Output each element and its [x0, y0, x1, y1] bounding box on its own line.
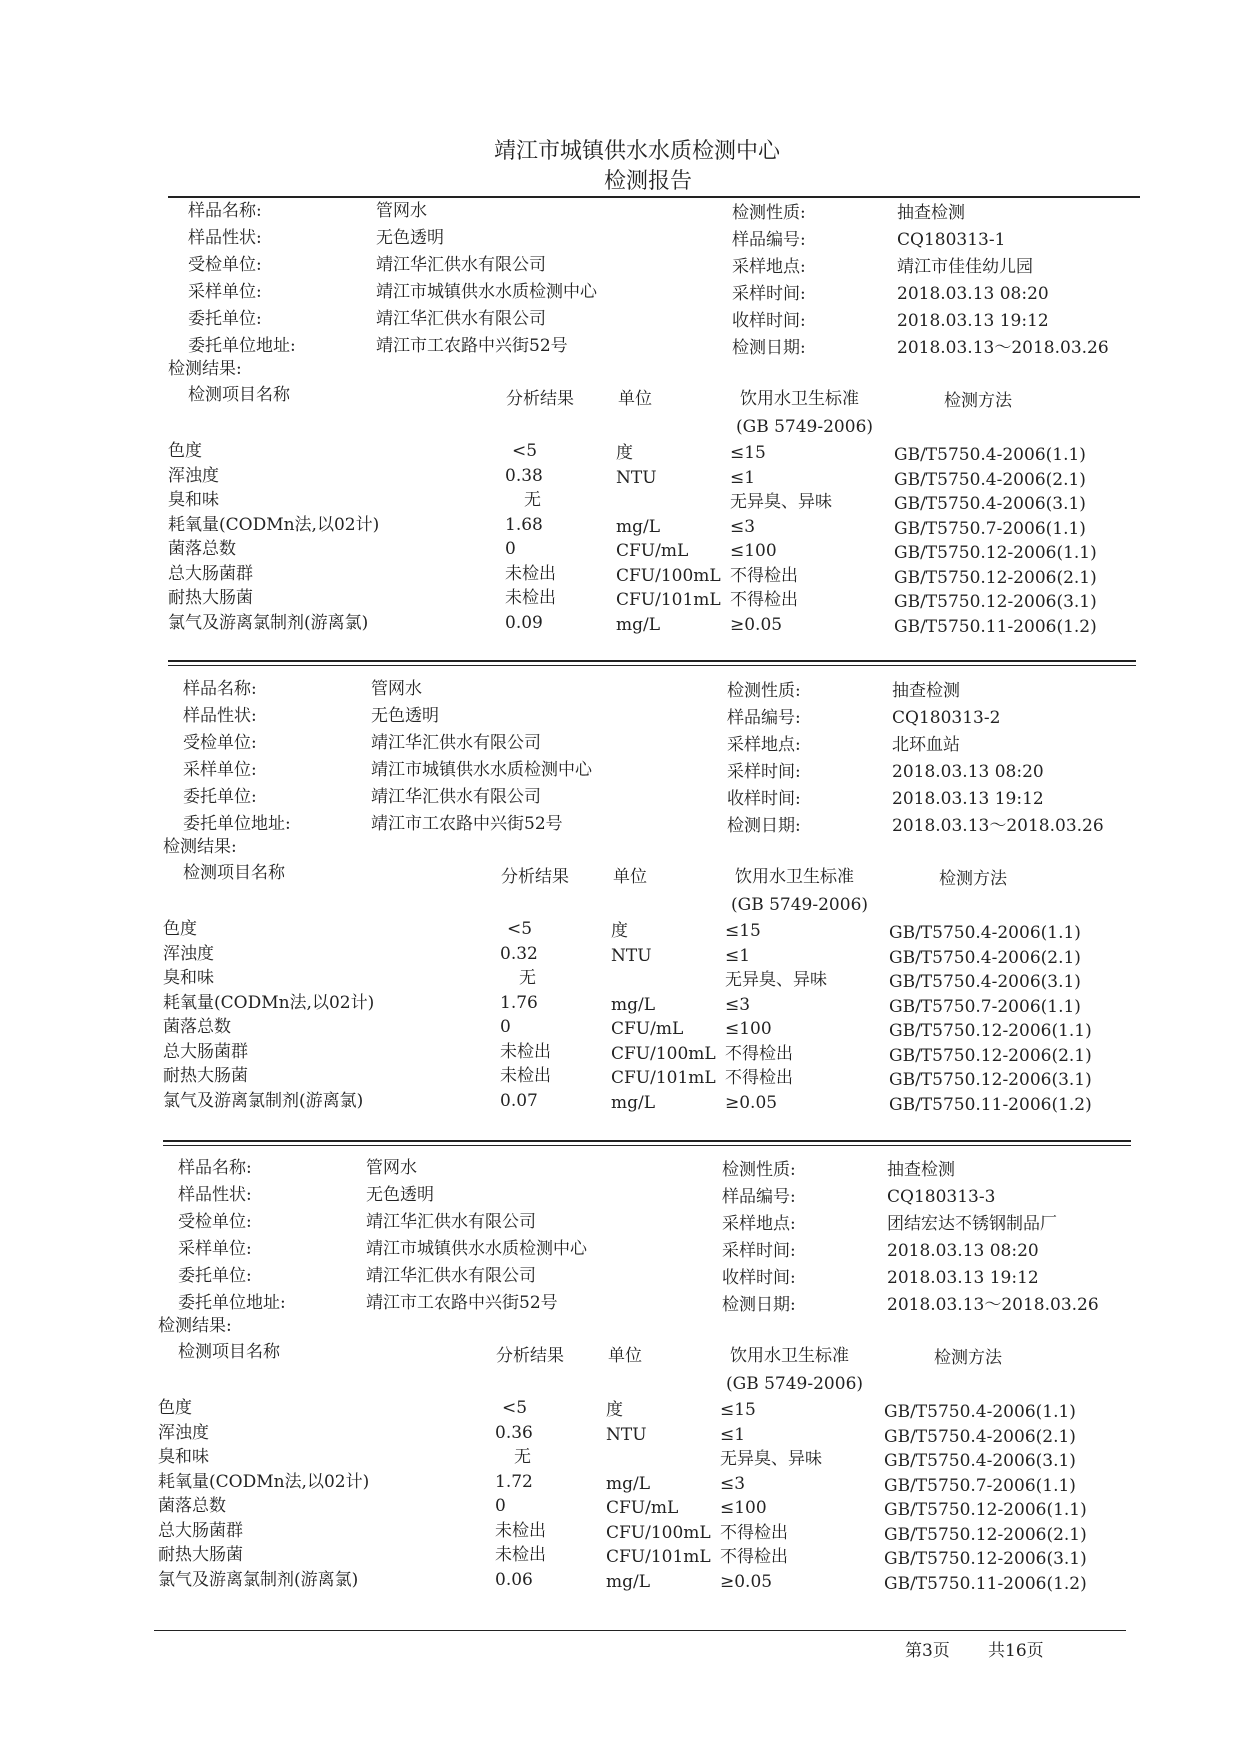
cell-unit: mg/L [606, 1571, 651, 1592]
cell-std: ≤15 [720, 1400, 756, 1420]
cell-result: 1.76 [500, 992, 538, 1013]
cell-method: GB/T5750.4-2006(2.1) [884, 1426, 1076, 1447]
page-number: 第3页 [905, 1641, 950, 1661]
cell-unit: CFU/101mL [616, 590, 721, 610]
cell-item: 耗氧量(CODMn法,以02计) [158, 1471, 370, 1492]
table-row [0, 1016, 1240, 1040]
table-row [0, 1065, 1240, 1089]
cell-std: 不得检出 [730, 590, 798, 610]
cell-result: 0.38 [505, 465, 543, 486]
cell-result: 0 [505, 539, 516, 559]
sample-name-value: 管网水 [371, 679, 422, 699]
report-title: 检测报告 [604, 169, 693, 194]
table-row [0, 943, 1240, 967]
sample-name-value: 管网水 [366, 1158, 417, 1178]
cell-method: GB/T5750.7-2006(1.1) [889, 996, 1081, 1017]
cell-method: GB/T5750.12-2006(3.1) [889, 1070, 1092, 1090]
cell-std: ≤15 [730, 443, 766, 463]
cell-std: ≤100 [725, 1019, 772, 1039]
cell-result: 1.72 [495, 1471, 533, 1492]
client-address-value: 靖江市工农路中兴街52号 [366, 1293, 558, 1313]
cell-unit: 度 [606, 1400, 623, 1420]
section-separator-rule [168, 660, 1136, 662]
sampling-time-value: 2018.03.13 08:20 [897, 284, 1049, 304]
cell-method: GB/T5750.4-2006(1.1) [889, 923, 1081, 943]
col-method-header: 检测方法 [934, 1348, 1002, 1368]
col-std-sub-header: (GB 5749-2006) [731, 895, 869, 915]
col-method-header: 检测方法 [939, 869, 1007, 889]
test-date-value: 2018.03.13～2018.03.26 [897, 338, 1109, 358]
client-address-label: 委托单位地址: [178, 1293, 286, 1313]
cell-result: <5 [507, 919, 533, 939]
col-method-header: 检测方法 [944, 391, 1012, 411]
sampling-location-value: 团结宏达不锈钢制品厂 [887, 1214, 1057, 1234]
cell-unit: mg/L [611, 994, 656, 1015]
cell-item: 耐热大肠菌 [158, 1545, 243, 1565]
table-row [0, 1446, 1240, 1470]
cell-method: GB/T5750.4-2006(3.1) [894, 494, 1086, 514]
cell-item: 浑浊度 [158, 1422, 209, 1443]
cell-item: 菌落总数 [158, 1496, 226, 1516]
cell-result: 未检出 [495, 1545, 546, 1565]
table-row [0, 1520, 1240, 1544]
client-unit-value: 靖江华汇供水有限公司 [366, 1266, 536, 1286]
cell-method: GB/T5750.4-2006(3.1) [884, 1451, 1076, 1471]
sample-state-value: 无色透明 [376, 228, 444, 248]
sample-state-label: 样品性状: [183, 706, 257, 726]
cell-method: GB/T5750.12-2006(1.1) [894, 543, 1097, 563]
receive-time-label: 收样时间: [722, 1268, 796, 1288]
table-row [0, 1397, 1240, 1421]
cell-result: 0.32 [500, 943, 538, 964]
table-row [0, 514, 1240, 538]
results-label: 检测结果: [158, 1316, 232, 1336]
cell-item: 耐热大肠菌 [163, 1066, 248, 1086]
cell-unit: CFU/mL [606, 1498, 679, 1518]
sample-state-value: 无色透明 [366, 1185, 434, 1205]
cell-item: 臭和味 [158, 1447, 209, 1467]
col-result-header: 分析结果 [496, 1346, 564, 1366]
table-row [0, 967, 1240, 991]
table-row [0, 1090, 1240, 1114]
inspected-unit-label: 受检单位: [183, 733, 257, 753]
cell-item: 耐热大肠菌 [168, 588, 253, 608]
col-result-header: 分析结果 [501, 867, 569, 887]
table-row [0, 1041, 1240, 1065]
sample-number-value: CQ180313-1 [897, 230, 1006, 250]
sampling-time-value: 2018.03.13 08:20 [892, 762, 1044, 782]
cell-item: 浑浊度 [168, 465, 219, 486]
sample-number-label: 样品编号: [732, 230, 806, 250]
org-name: 靖江市城镇供水水质检测中心 [494, 139, 781, 164]
cell-result: 未检出 [505, 588, 556, 608]
table-row [0, 465, 1240, 489]
table-row [0, 538, 1240, 562]
test-date-label: 检测日期: [722, 1295, 796, 1315]
cell-result: 0 [500, 1017, 511, 1037]
sampling-unit-label: 采样单位: [183, 760, 257, 780]
results-label: 检测结果: [163, 837, 237, 857]
test-nature-label: 检测性质: [727, 681, 801, 701]
table-row [0, 1495, 1240, 1519]
sampling-time-label: 采样时间: [722, 1241, 796, 1261]
cell-method: GB/T5750.4-2006(2.1) [894, 469, 1086, 490]
cell-unit: 度 [616, 443, 633, 463]
cell-std: 不得检出 [720, 1522, 788, 1543]
sampling-unit-label: 采样单位: [178, 1239, 252, 1259]
cell-std: ≤1 [730, 467, 756, 488]
sampling-location-label: 采样地点: [722, 1214, 796, 1234]
col-item-header: 检测项目名称 [183, 863, 285, 883]
cell-item: 菌落总数 [163, 1017, 231, 1037]
sampling-unit-label: 采样单位: [188, 282, 262, 302]
table-row [0, 587, 1240, 611]
cell-method: GB/T5750.12-2006(2.1) [894, 567, 1097, 588]
test-nature-label: 检测性质: [722, 1160, 796, 1180]
inspected-unit-label: 受检单位: [178, 1212, 252, 1232]
cell-std: 无异臭、异味 [720, 1449, 822, 1469]
sampling-time-label: 采样时间: [727, 762, 801, 782]
col-std-header: 饮用水卫生标准 [740, 389, 859, 409]
cell-result: 0.09 [505, 612, 543, 633]
sample-number-label: 样品编号: [727, 708, 801, 728]
col-std-sub-header: (GB 5749-2006) [726, 1374, 864, 1394]
cell-unit: NTU [611, 945, 652, 966]
cell-item: 菌落总数 [168, 539, 236, 559]
cell-std: 不得检出 [730, 565, 798, 586]
cell-method: GB/T5750.11-2006(1.2) [884, 1573, 1087, 1594]
receive-time-value: 2018.03.13 19:12 [887, 1268, 1039, 1288]
cell-std: ≥0.05 [720, 1571, 773, 1592]
cell-std: 不得检出 [720, 1547, 788, 1567]
cell-item: 臭和味 [163, 968, 214, 988]
cell-result: <5 [502, 1398, 528, 1418]
receive-time-value: 2018.03.13 19:12 [897, 311, 1049, 331]
cell-std: ≤3 [725, 994, 751, 1015]
cell-result: 未检出 [495, 1520, 546, 1541]
cell-std: ≤3 [730, 516, 756, 537]
cell-unit: CFU/100mL [606, 1522, 711, 1543]
cell-method: GB/T5750.12-2006(3.1) [894, 592, 1097, 612]
cell-std: ≤1 [720, 1424, 746, 1445]
table-row [0, 918, 1240, 942]
inspected-unit-value: 靖江华汇供水有限公司 [366, 1212, 536, 1232]
cell-result: 无 [524, 490, 541, 510]
sampling-location-label: 采样地点: [727, 735, 801, 755]
sample-name-label: 样品名称: [188, 201, 262, 221]
header-rule [168, 196, 1140, 198]
section-separator-rule-thin [168, 665, 1136, 666]
cell-item: 总大肠菌群 [158, 1520, 243, 1541]
sampling-location-value: 北环血站 [892, 735, 960, 755]
cell-unit: mg/L [616, 614, 661, 635]
sampling-unit-value: 靖江市城镇供水水质检测中心 [371, 760, 592, 780]
col-unit-header: 单位 [608, 1346, 642, 1366]
cell-std: ≤100 [720, 1498, 767, 1518]
page-total: 共16页 [988, 1641, 1044, 1661]
cell-item: 总大肠菌群 [163, 1041, 248, 1062]
col-unit-header: 单位 [613, 867, 647, 887]
sampling-time-value: 2018.03.13 08:20 [887, 1241, 1039, 1261]
cell-result: 0.07 [500, 1090, 538, 1111]
receive-time-label: 收样时间: [727, 789, 801, 809]
cell-item: 耗氧量(CODMn法,以02计) [168, 514, 380, 535]
cell-item: 氯气及游离氯制剂(游离氯) [163, 1090, 364, 1111]
sampling-unit-value: 靖江市城镇供水水质检测中心 [366, 1239, 587, 1259]
cell-unit: CFU/101mL [606, 1547, 711, 1567]
col-item-header: 检测项目名称 [188, 385, 290, 405]
cell-method: GB/T5750.12-2006(1.1) [889, 1021, 1092, 1041]
test-date-value: 2018.03.13～2018.03.26 [887, 1295, 1099, 1315]
cell-std: ≤1 [725, 945, 751, 966]
client-unit-label: 委托单位: [178, 1266, 252, 1286]
cell-std: 无异臭、异味 [725, 970, 827, 990]
col-item-header: 检测项目名称 [178, 1342, 280, 1362]
sample-state-value: 无色透明 [371, 706, 439, 726]
cell-unit: CFU/mL [611, 1019, 684, 1039]
results-label: 检测结果: [168, 359, 242, 379]
cell-method: GB/T5750.7-2006(1.1) [884, 1475, 1076, 1496]
cell-unit: CFU/100mL [611, 1043, 716, 1064]
cell-std: ≤3 [720, 1473, 746, 1494]
cell-std: 无异臭、异味 [730, 492, 832, 512]
cell-std: ≥0.05 [725, 1092, 778, 1113]
col-std-sub-header: (GB 5749-2006) [736, 417, 874, 437]
cell-method: GB/T5750.11-2006(1.2) [889, 1094, 1092, 1115]
client-address-value: 靖江市工农路中兴街52号 [371, 814, 563, 834]
inspected-unit-value: 靖江华汇供水有限公司 [376, 255, 546, 275]
cell-result: 1.68 [505, 514, 543, 535]
cell-item: 色度 [158, 1398, 192, 1418]
cell-result: 0.06 [495, 1569, 533, 1590]
cell-method: GB/T5750.12-2006(2.1) [884, 1524, 1087, 1545]
cell-method: GB/T5750.12-2006(2.1) [889, 1045, 1092, 1066]
cell-method: GB/T5750.12-2006(1.1) [884, 1500, 1087, 1520]
cell-result: 未检出 [505, 563, 556, 584]
cell-unit: CFU/101mL [611, 1068, 716, 1088]
table-row [0, 1544, 1240, 1568]
sample-number-value: CQ180313-2 [892, 708, 1001, 728]
sample-name-label: 样品名称: [183, 679, 257, 699]
cell-item: 氯气及游离氯制剂(游离氯) [158, 1569, 359, 1590]
sampling-location-value: 靖江市佳佳幼儿园 [897, 257, 1033, 277]
cell-std: ≥0.05 [730, 614, 783, 635]
cell-method: GB/T5750.4-2006(2.1) [889, 947, 1081, 968]
cell-result: 无 [514, 1447, 531, 1467]
cell-item: 臭和味 [168, 490, 219, 510]
client-unit-value: 靖江华汇供水有限公司 [376, 309, 546, 329]
sample-state-label: 样品性状: [178, 1185, 252, 1205]
client-address-label: 委托单位地址: [183, 814, 291, 834]
cell-method: GB/T5750.7-2006(1.1) [894, 518, 1086, 539]
cell-result: 未检出 [500, 1041, 551, 1062]
table-row [0, 1422, 1240, 1446]
table-row [0, 489, 1240, 513]
table-row [0, 1569, 1240, 1593]
cell-result: 0 [495, 1496, 506, 1516]
cell-result: 未检出 [500, 1066, 551, 1086]
cell-result: 无 [519, 968, 536, 988]
cell-unit: NTU [616, 467, 657, 488]
cell-item: 浑浊度 [163, 943, 214, 964]
sample-name-label: 样品名称: [178, 1158, 252, 1178]
client-unit-value: 靖江华汇供水有限公司 [371, 787, 541, 807]
col-unit-header: 单位 [618, 389, 652, 409]
test-nature-value: 抽查检测 [892, 681, 960, 701]
test-nature-value: 抽查检测 [897, 203, 965, 223]
test-date-label: 检测日期: [727, 816, 801, 836]
client-address-label: 委托单位地址: [188, 336, 296, 356]
cell-method: GB/T5750.4-2006(3.1) [889, 972, 1081, 992]
inspected-unit-label: 受检单位: [188, 255, 262, 275]
cell-unit: CFU/100mL [616, 565, 721, 586]
sampling-time-label: 采样时间: [732, 284, 806, 304]
cell-method: GB/T5750.11-2006(1.2) [894, 616, 1097, 637]
table-row [0, 440, 1240, 464]
inspected-unit-value: 靖江华汇供水有限公司 [371, 733, 541, 753]
cell-unit: mg/L [616, 516, 661, 537]
table-row [0, 612, 1240, 636]
test-nature-label: 检测性质: [732, 203, 806, 223]
table-row [0, 1471, 1240, 1495]
cell-item: 耗氧量(CODMn法,以02计) [163, 992, 375, 1013]
client-address-value: 靖江市工农路中兴街52号 [376, 336, 568, 356]
sampling-location-label: 采样地点: [732, 257, 806, 277]
cell-unit: mg/L [606, 1473, 651, 1494]
cell-std: ≤15 [725, 921, 761, 941]
sampling-unit-value: 靖江市城镇供水水质检测中心 [376, 282, 597, 302]
cell-method: GB/T5750.12-2006(3.1) [884, 1549, 1087, 1569]
col-result-header: 分析结果 [506, 389, 574, 409]
table-row [0, 563, 1240, 587]
client-unit-label: 委托单位: [188, 309, 262, 329]
cell-item: 氯气及游离氯制剂(游离氯) [168, 612, 369, 633]
table-row [0, 992, 1240, 1016]
sample-state-label: 样品性状: [188, 228, 262, 248]
client-unit-label: 委托单位: [183, 787, 257, 807]
cell-std: 不得检出 [725, 1043, 793, 1064]
col-std-header: 饮用水卫生标准 [735, 867, 854, 887]
sample-number-label: 样品编号: [722, 1187, 796, 1207]
test-date-value: 2018.03.13～2018.03.26 [892, 816, 1104, 836]
section-separator-rule [163, 1140, 1131, 1142]
cell-unit: CFU/mL [616, 541, 689, 561]
cell-unit: NTU [606, 1424, 647, 1445]
cell-method: GB/T5750.4-2006(1.1) [884, 1402, 1076, 1422]
cell-result: 0.36 [495, 1422, 533, 1443]
cell-std: ≤100 [730, 541, 777, 561]
receive-time-label: 收样时间: [732, 311, 806, 331]
cell-item: 总大肠菌群 [168, 563, 253, 584]
cell-item: 色度 [163, 919, 197, 939]
section-separator-rule-thin [163, 1145, 1131, 1146]
col-std-header: 饮用水卫生标准 [730, 1346, 849, 1366]
cell-std: 不得检出 [725, 1068, 793, 1088]
footer-rule [154, 1630, 1126, 1631]
cell-item: 色度 [168, 441, 202, 461]
cell-method: GB/T5750.4-2006(1.1) [894, 445, 1086, 465]
test-date-label: 检测日期: [732, 338, 806, 358]
sample-number-value: CQ180313-3 [887, 1187, 996, 1207]
cell-unit: mg/L [611, 1092, 656, 1113]
receive-time-value: 2018.03.13 19:12 [892, 789, 1044, 809]
cell-unit: 度 [611, 921, 628, 941]
test-nature-value: 抽查检测 [887, 1160, 955, 1180]
sample-name-value: 管网水 [376, 201, 427, 221]
cell-result: <5 [512, 441, 538, 461]
